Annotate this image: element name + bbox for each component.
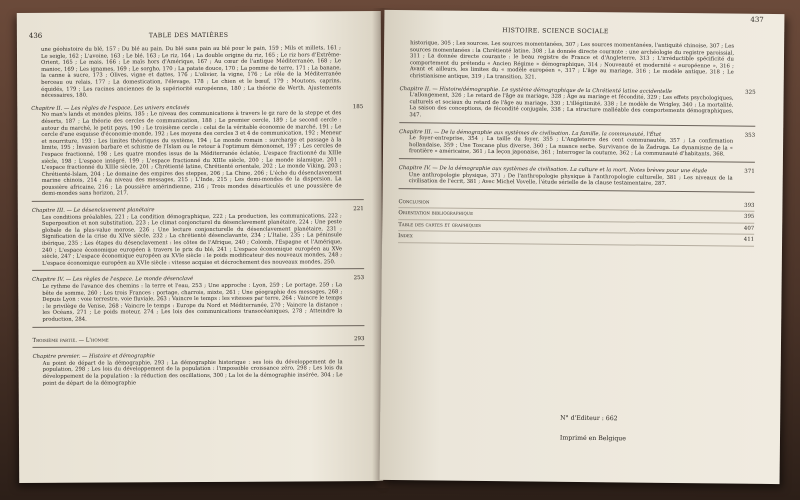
chapter-title: Chapitre II. — Histoire/démographie. Le système démographique de la Chrétienté latine accidentelle: [399, 85, 673, 95]
chapter-page: 253: [353, 275, 365, 282]
back-matter-page: 393: [744, 202, 755, 209]
back-matter-label: Table des cartes et graphiques: [398, 221, 481, 229]
colophon: [560, 412, 626, 447]
divider: [32, 199, 364, 202]
back-matter-page: 395: [743, 213, 755, 221]
right-intro-text: historique, 305 ; Les sources. Les sources momentanées, 307 ; Les sources momentanées, l'antiquité chinoise, 307 ; Les sources momentanées : la Chrétienté latine, 308 ; La donnée directe courante : une archéologie du registre paroissial, 311 ; La donnée directe courante : le beau registre de France et d'Angleterre, 313 ; L'irréductible spécificité du comportement du prétendu « Ancien Régime » démographique, 314 ; Nouveauté et modernité « européenne », 316 ; Avant et ailleurs, les limites du « modèle européen », 317 ; L'âge au mariage, 316 ; Le modèle antique, 318 ; Le christianisme antique, 319 ; La transition, 321.: [409, 40, 735, 81]
chapter-desc: Le rythme de l'avance des chemins : la terre et l'eau, 253 ; Une approche : Lyon, 259 ; Le portage, 259 ; La bête de somme, 260 ; Les trois Frances : portage, charrois, mixte, 261 ; Une géographie des messages, 268 ; Depuis Lyon : voie terrestre, voie fluviale, 263 ; Vaincre le temps : les vitesses par terre, 264 ; Vaincre le temps : le privilège de Venise, 268 ; Vaincre le temps : Europe du Nord et Méditerranée, 270 ; Vaincre la distance : les Océans, 271 ; Le poids moteur, 274 ; Les lois des communications transocéaniques, 278 ; Atteindre la production, 284.: [42, 282, 343, 323]
chapter-desc: No man's lands et mondes pleins, 185 ; Le niveau des communications à travers le gz rare de la steppe et des déserts, 187 ; La théorie des cercles de communication, 188 ; Le premier cercle, 189 ; Le second cercle : autour du marché, le petit pays, 190 ; Le troisième cercle : celui de la véritable économie de marché, 191 ; Le cercle d'une esquisse d'économie-monde, 192 ; Les moyens des cercles 3 et 4 de communication, 192 ; Meneur et nourriture, 193 ; Les limites théoriques du système, 194 ; Le monde romain : surcharge et passage à la limite, 195 ; Invasion barbare et schisme de l'Islam ou le retour à l'optimum démonomet, 197 ; Les cercles de l'espace fractionné, 198 ; Les quatre mondes issus de la Méditerranée éclatée, L'espace fractionné du XIIIe siècle, 198 ; L'espace intégré, 199 ; L'espace fractionné du XIIIe siècle, 200 ; Le monde islamique, 201 ; L'espace fractionné du XIIIe siècle, 201 ; Chrétienté latine, Chrétienté orientale, 202 ; Le monde Viking, 203 ; Chrétienté-Islam, 204 ; Le domaine des empires des steppes, 206 ; La Chine, 206 ; L'écho du désenclavement marine chinois, 214 ; Au niveau des messages, 215 ; L'Inde, 215 ; Les demi-mondes de la dispersion. La poussière africaine, 216 ; La poussière amérindienne, 216 ; Trois mondes désarticulés et une poussière de demi-mondes sans horizon, 217.: [41, 110, 342, 198]
chapter-page: 325: [745, 89, 756, 96]
back-matter-label: Conclusion: [398, 198, 430, 206]
right-page-body: [398, 40, 756, 247]
divider: [399, 158, 755, 163]
back-matter-page: 411: [743, 237, 755, 244]
chapter-page: 353: [744, 132, 756, 139]
left-page-header: TABLE DES MATIÈRES: [148, 31, 229, 40]
editor-number: N° d'Editeur : 662: [560, 414, 618, 423]
chapter-page: 185: [352, 103, 364, 110]
divider: [32, 325, 364, 328]
chapter-desc: Au point de départ de la démographie, 293 ; La démographie historique : ses lois du développement de la population, 298 ; Les lois du développement de la population : l'impossible croissance zéro, 298 ; Les lois du développement de la population : la réduction des oscillations, 300 ; La loi de la démographie insérée, 304 ; Le point de départ de la démographie: [42, 359, 343, 387]
chapter-page: 371: [744, 168, 755, 175]
divider: [399, 122, 755, 127]
chapter-desc: Le foyer-entreprise, 354 ; La taille du foyer, 355 ; L'Angleterre des cent communautés, 357 ; La confirmation hollandaise, 359 ; Une Toscane plus diverse, 360 ; La nuance serbe. Survivance de la Zadruga. Le dynamisme de la « frontière » américaine, 361 ; La leçon japonaise, 361 ; Interroger la coutume, 362 ; La communauté d'habitants, 368.: [408, 135, 734, 158]
chapter-title: Chapitre II. — Les règles de l'espace. Les univers enclavés: [31, 104, 190, 112]
chapter-page: 221: [353, 206, 364, 213]
chapter-desc: Une anthropologie physique, 371 ; De l'anthropologie physique à l'anthropologie culturelle, 381 ; Les niveaux de la civilisation de l'écrit, 381 ; Avec Michel Vovelle, l'étude sérielle de la clause testamentaire, 287.: [408, 171, 733, 187]
left-page-body: [31, 45, 365, 387]
left-page: [17, 11, 383, 483]
chapter-title: Chapitre premier. — Histoire et démographie: [32, 353, 155, 361]
back-matter-label: Orientation bibliographique: [398, 210, 474, 218]
part-label: Troisième partie. — L'homme: [32, 337, 109, 344]
right-page-number: 437: [750, 15, 764, 24]
printed-in: Imprimé en Belgique: [559, 434, 626, 443]
back-matter-label: Index: [398, 233, 413, 240]
back-matter-list: [398, 197, 754, 247]
back-matter-page: 407: [743, 225, 755, 232]
chapter-title: Chapitre IV. — Les règles de l'espace. Le monde désenclavé: [32, 276, 194, 284]
chapter-desc: Les conditions préalables, 221 ; La condition démographique, 222 ; La production, les communications, 222 ; Superposition et non substitution, 223 ; Le climat conjoncturel du désenclavement planétaire, 224 ; Une peste globale de la plus-value morose, 226 ; Une lecture conjoncturelle du désenclavement planétaire, 231 ; Signification de la crise du XIVe siècle, 232 ; La chrétienté désenclavante, 234 ; L'Italie, 235 ; La péninsule ibérique, 235 ; Les étapes du désenclavement : les côtes de l'Afrique, 240 ; Colomb, l'Espagne et l'Amérique, 240 ; L'espace économique européen à travers le prix du blé, 241 ; L'espace économique européen au XVe siècle, 247 ; L'espace économique européen au XVIe siècle : le poids modificateur des nouveaux mondes, 248 ; L'espace économique européen au XVIe siècle : vitesse acquise et décrochement des nouveaux mondes, 250.: [41, 212, 343, 267]
divider: [399, 188, 755, 193]
right-page-header: HISTOIRE. SCIENCE SOCIALE: [502, 27, 609, 36]
chapter-title: Chapitre IV. — De la démographie aux systèmes de civilisation. La culture et la mort. Notes brèves pour une étude: [398, 164, 708, 175]
back-matter-item: [398, 232, 754, 247]
divider: [33, 345, 365, 348]
divider: [32, 269, 364, 272]
chapter-title: Chapitre III. — De la démographie aux systèmes de civilisation. La famille, la communauté, l'État: [399, 128, 662, 138]
left-intro-text: une géohistoire du blé, 157 ; Du blé au pain. Du blé sans pain au blé pour le pain, 159 ; Mils et millets, 161 ; Le seigle, 162 ; L'avoine, 163 ; Le blé, 163 ; Le riz, 164 ; La double origine du riz, 165 ; Le riz hors d'Extrême-Orient, 165 ; Le mais, 166 ; Le maïs hors d'Amérique, 167 ; Au cœur de l'antique Méditerranée, 168 ; Le manioc, 169 ; Les ignames, 169 ; Le sorgho, 170 ; La patate douce, 170 ; La pomme de terre, 171 ; La banane, la canne à sucre, 173 ; Olives, vigne et dattes, 176 ; L'olivier, la vigne, 176 ; Le rôle de la Méditerranée berceau ou relais, 177 ; La domestication, l'élevage, 178 ; Le chien et le bœuf, 179 ; Moutons, caprins, équidés, 179 ; Les racines anciennes de la supériorité européenne, 180 ; La théorie de Werth. Ajustements nécessaires, 180.: [40, 45, 342, 99]
part-heading: [32, 336, 364, 344]
part-page: 293: [353, 335, 365, 342]
chapter-desc: L'allongement, 326 ; Le retard de l'âge au mariage, 328 ; Âge au mariage et fécondité, 329 ; Les effets psychologiques, culturels et sociaux du retard de l'âge au mariage, 330 ; L'illégitimité, 338 ; Le modèle de Wrigley, 340 ; La mortalité. La saison des conceptions, de fécondité conjugale, 338 ; La structure malléable des comportements démographiques, 347.: [409, 92, 734, 119]
chapter-title: Chapitre III. — Le désenclavement planétaire: [31, 207, 155, 214]
left-page-number: 436: [28, 31, 43, 40]
